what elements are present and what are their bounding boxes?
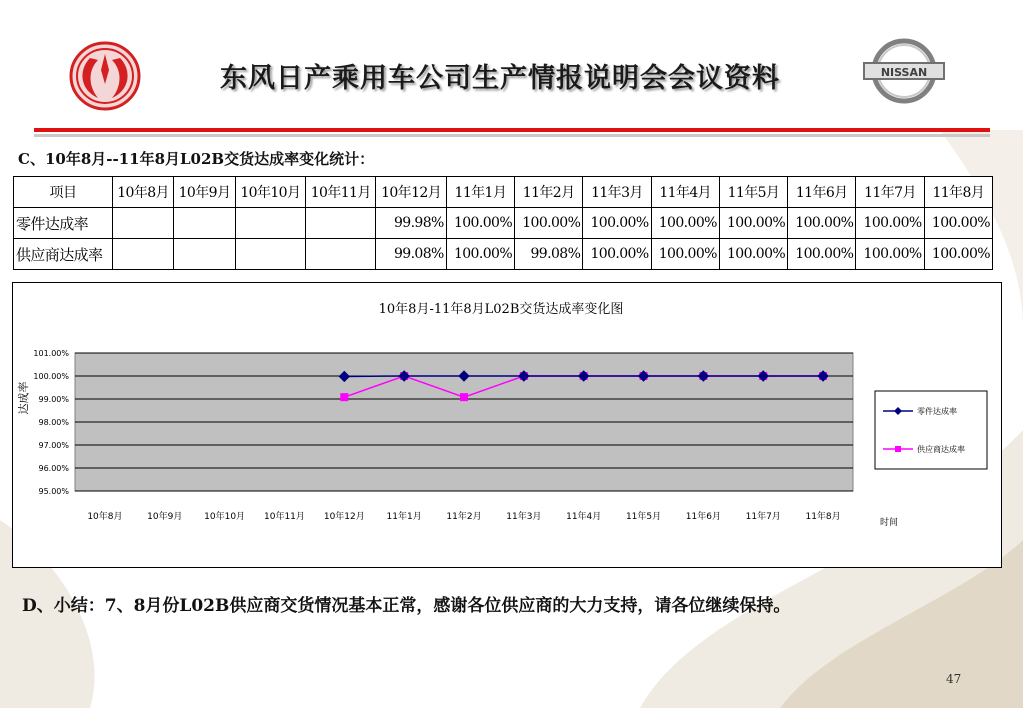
y-tick-label: 101.00% (33, 349, 69, 358)
table-cell: 99.08% (515, 239, 583, 270)
table-header-cell: 11年6月 (788, 177, 856, 208)
header-divider-gray (34, 134, 990, 137)
table-header-cell: 10年9月 (174, 177, 235, 208)
table-cell: 99.08% (376, 239, 446, 270)
table-cell: 100.00% (583, 239, 651, 270)
table-cell: 100.00% (583, 208, 651, 239)
x-tick-label: 11年8月 (805, 512, 841, 522)
y-tick-label: 100.00% (33, 372, 69, 381)
row-label: 零件达成率 (14, 208, 113, 239)
table-row-supplier-rate (14, 239, 993, 270)
table-header-cell: 11年7月 (856, 177, 924, 208)
x-tick-label: 10年11月 (264, 512, 305, 522)
x-tick-label: 11年6月 (685, 512, 721, 522)
dongfeng-logo (68, 40, 142, 112)
delivery-rate-table (13, 176, 993, 270)
table-cell: 100.00% (788, 208, 856, 239)
x-tick-label: 11年5月 (625, 512, 662, 522)
table-header-cell: 11年1月 (446, 177, 514, 208)
x-tick-label: 10年9月 (147, 512, 183, 522)
svg-text:NISSAN: NISSAN (880, 66, 928, 79)
table-cell: 100.00% (651, 239, 719, 270)
y-tick-label: 95.00% (38, 487, 69, 496)
x-tick-label: 11年7月 (745, 512, 781, 522)
table-header-cell: 10年12月 (376, 177, 446, 208)
table-header-cell: 项目 (14, 177, 113, 208)
y-tick-label: 98.00% (38, 418, 69, 427)
table-row-part-rate (14, 208, 993, 239)
table-header-cell: 10年11月 (306, 177, 376, 208)
x-tick-label: 11年4月 (566, 512, 602, 522)
table-header-cell: 11年5月 (719, 177, 787, 208)
table-header-cell: 10年8月 (112, 177, 173, 208)
nissan-logo (862, 36, 946, 106)
table-cell (112, 239, 173, 270)
table-cell: 99.98% (376, 208, 446, 239)
legend-label: 零件达成率 (917, 407, 957, 416)
table-header-cell: 10年10月 (235, 177, 305, 208)
table-cell (174, 239, 235, 270)
table-cell: 100.00% (924, 239, 992, 270)
legend-label: 供应商达成率 (917, 445, 965, 454)
table-header-cell: 11年2月 (515, 177, 583, 208)
table-header-row (14, 177, 993, 208)
data-point (460, 393, 468, 401)
table-cell: 100.00% (788, 239, 856, 270)
x-tick-label: 11年3月 (506, 512, 542, 522)
table-cell: 100.00% (719, 239, 787, 270)
delivery-rate-chart (13, 283, 1001, 567)
y-axis-label: 达成率 (17, 381, 30, 415)
y-tick-label: 99.00% (38, 395, 69, 404)
table-cell (306, 239, 376, 270)
table-cell (112, 208, 173, 239)
table-cell (174, 208, 235, 239)
section-c-heading: C、10年8月--11年8月L02B交货达成率变化统计： (18, 150, 375, 168)
legend-marker (895, 446, 901, 452)
table-cell: 100.00% (651, 208, 719, 239)
x-tick-label: 11年2月 (446, 512, 482, 522)
table-cell (306, 208, 376, 239)
table-cell: 100.00% (515, 208, 583, 239)
x-tick-label: 10年10月 (204, 512, 246, 522)
table-cell: 100.00% (446, 208, 514, 239)
page-title: 东风日产乘用车公司生产情报说明会会议资料 (220, 63, 780, 94)
table-cell: 100.00% (719, 208, 787, 239)
table-cell (235, 239, 305, 270)
x-tick-label: 10年8月 (87, 512, 123, 522)
x-axis-label: 时间 (879, 518, 899, 528)
legend-box (875, 391, 987, 469)
header-divider-red (34, 128, 990, 132)
y-tick-label: 97.00% (38, 441, 69, 450)
table-header-cell: 11年8月 (924, 177, 992, 208)
section-d-summary: D、小结：7、8月份L02B供应商交货情况基本正常，感谢各位供应商的大力支持，请各位继续保持。 (22, 596, 791, 616)
table-header-cell: 11年3月 (583, 177, 651, 208)
table-cell: 100.00% (856, 239, 924, 270)
table-cell: 100.00% (924, 208, 992, 239)
table-cell: 100.00% (446, 239, 514, 270)
table-header-cell: 11年4月 (651, 177, 719, 208)
x-tick-label: 10年12月 (323, 512, 365, 522)
table-cell (235, 208, 305, 239)
table-cell: 100.00% (856, 208, 924, 239)
y-tick-label: 96.00% (38, 464, 69, 473)
x-tick-label: 11年1月 (386, 512, 422, 522)
page-number: 47 (946, 672, 962, 686)
chart-title: 10年8月-11年8月L02B交货达成率变化图 (378, 302, 624, 317)
chart-frame (12, 282, 1002, 568)
row-label: 供应商达成率 (14, 239, 113, 270)
data-point (340, 393, 348, 401)
